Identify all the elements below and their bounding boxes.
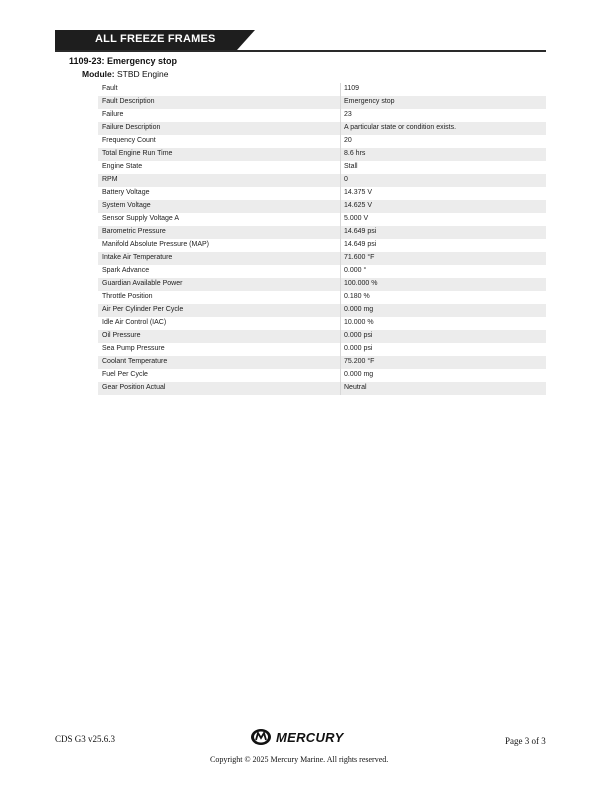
column-divider xyxy=(340,317,341,330)
column-divider xyxy=(340,96,341,109)
table-row xyxy=(98,213,546,226)
column-divider xyxy=(340,343,341,356)
parameter-label: Guardian Available Power xyxy=(102,280,183,287)
column-divider xyxy=(340,135,341,148)
column-divider xyxy=(340,122,341,135)
parameter-label: Oil Pressure xyxy=(102,332,141,339)
fault-title: 1109-23: Emergency stop xyxy=(69,56,178,66)
freeze-frame-table xyxy=(98,83,546,395)
parameter-label: Fuel Per Cycle xyxy=(102,371,148,378)
module-label: Module: xyxy=(82,69,115,79)
page-number: Page 3 of 3 xyxy=(505,736,546,746)
parameter-value: Emergency stop xyxy=(344,98,395,105)
column-divider xyxy=(340,252,341,265)
table-row xyxy=(98,148,546,161)
column-divider xyxy=(340,226,341,239)
column-divider xyxy=(340,109,341,122)
column-divider xyxy=(340,187,341,200)
column-divider xyxy=(340,304,341,317)
column-divider xyxy=(340,213,341,226)
table-row xyxy=(98,252,546,265)
parameter-value: 20 xyxy=(344,137,352,144)
header-rule xyxy=(55,50,546,52)
column-divider xyxy=(340,148,341,161)
parameter-label: Coolant Temperature xyxy=(102,358,168,365)
table-row xyxy=(98,369,546,382)
table-row xyxy=(98,304,546,317)
parameter-value: 0.000 mg xyxy=(344,371,374,378)
parameter-value: 14.649 psi xyxy=(344,228,377,235)
parameter-value: 14.649 psi xyxy=(344,241,377,248)
column-divider xyxy=(340,356,341,369)
column-divider xyxy=(340,200,341,213)
parameter-value: 23 xyxy=(344,111,352,118)
table-row xyxy=(98,278,546,291)
parameter-value: 14.375 V xyxy=(344,189,373,196)
parameter-label: Sensor Supply Voltage A xyxy=(102,215,180,222)
table-row xyxy=(98,356,546,369)
parameter-value: 5.000 V xyxy=(344,215,369,222)
table-row xyxy=(98,200,546,213)
column-divider xyxy=(340,382,341,395)
mercury-logo-icon xyxy=(250,728,274,746)
table-row xyxy=(98,330,546,343)
table-row xyxy=(98,96,546,109)
column-divider xyxy=(340,174,341,187)
column-divider xyxy=(340,369,341,382)
column-divider xyxy=(340,239,341,252)
column-divider xyxy=(340,278,341,291)
parameter-value: 0.000 psi xyxy=(344,332,373,339)
parameter-label: Frequency Count xyxy=(102,137,156,144)
parameter-value: Stall xyxy=(344,163,358,170)
column-divider xyxy=(340,83,341,96)
parameter-label: RPM xyxy=(102,176,118,183)
parameter-value: 14.625 V xyxy=(344,202,373,209)
parameter-label: Failure Description xyxy=(102,124,161,131)
parameter-value: Neutral xyxy=(344,384,367,391)
parameter-label: Throttle Position xyxy=(102,293,153,300)
table-row xyxy=(98,317,546,330)
table-row xyxy=(98,291,546,304)
table-row xyxy=(98,343,546,356)
module-line xyxy=(82,69,168,79)
parameter-value: 0.180 % xyxy=(344,293,370,300)
parameter-value: 8.6 hrs xyxy=(344,150,366,157)
parameter-label: Gear Position Actual xyxy=(102,384,166,391)
software-version: CDS G3 v25.6.3 xyxy=(55,734,116,744)
table-row xyxy=(98,174,546,187)
parameter-label: Air Per Cylinder Per Cycle xyxy=(102,306,184,313)
table-row xyxy=(98,265,546,278)
table-row xyxy=(98,239,546,252)
parameter-label: Idle Air Control (IAC) xyxy=(102,319,167,326)
parameter-value: A particular state or condition exists. xyxy=(344,124,457,131)
section-header xyxy=(55,30,546,52)
parameter-label: Intake Air Temperature xyxy=(102,254,173,261)
parameter-label: Total Engine Run Time xyxy=(102,150,173,157)
parameter-label: Manifold Absolute Pressure (MAP) xyxy=(102,241,209,248)
module-value: STBD Engine xyxy=(116,69,169,79)
parameter-label: Fault Description xyxy=(102,98,155,105)
table-row xyxy=(98,161,546,174)
copyright-notice: Copyright © 2025 Mercury Marine. All rights reserved. xyxy=(210,755,389,764)
parameter-label: Sea Pump Pressure xyxy=(102,345,165,352)
parameter-value: 0.000 ° xyxy=(344,267,367,274)
column-divider xyxy=(340,330,341,343)
table-row xyxy=(98,187,546,200)
table-row xyxy=(98,135,546,148)
table-row xyxy=(98,382,546,395)
table-row xyxy=(98,226,546,239)
parameter-value: 75.200 °F xyxy=(344,358,375,365)
parameter-value: 10.000 % xyxy=(344,319,374,326)
column-divider xyxy=(340,291,341,304)
parameter-label: System Voltage xyxy=(102,202,151,209)
parameter-label: Failure xyxy=(102,111,124,118)
table-row xyxy=(98,83,546,96)
parameter-value: 0 xyxy=(344,176,348,183)
section-title: ALL FREEZE FRAMES xyxy=(95,33,216,45)
parameter-value: 0.000 mg xyxy=(344,306,374,313)
table-row xyxy=(98,122,546,135)
parameter-label: Engine State xyxy=(102,163,143,170)
parameter-label: Spark Advance xyxy=(102,267,150,274)
logo-wordmark: MERCURY xyxy=(276,730,344,745)
parameter-value: 1109 xyxy=(344,85,360,92)
parameter-label: Battery Voltage xyxy=(102,189,150,196)
parameter-value: 0.000 psi xyxy=(344,345,373,352)
table-row xyxy=(98,109,546,122)
parameter-value: 71.600 °F xyxy=(344,254,375,261)
column-divider xyxy=(340,265,341,278)
column-divider xyxy=(340,161,341,174)
parameter-label: Barometric Pressure xyxy=(102,228,166,235)
parameter-value: 100.000 % xyxy=(344,280,378,287)
parameter-label: Fault xyxy=(102,85,118,92)
